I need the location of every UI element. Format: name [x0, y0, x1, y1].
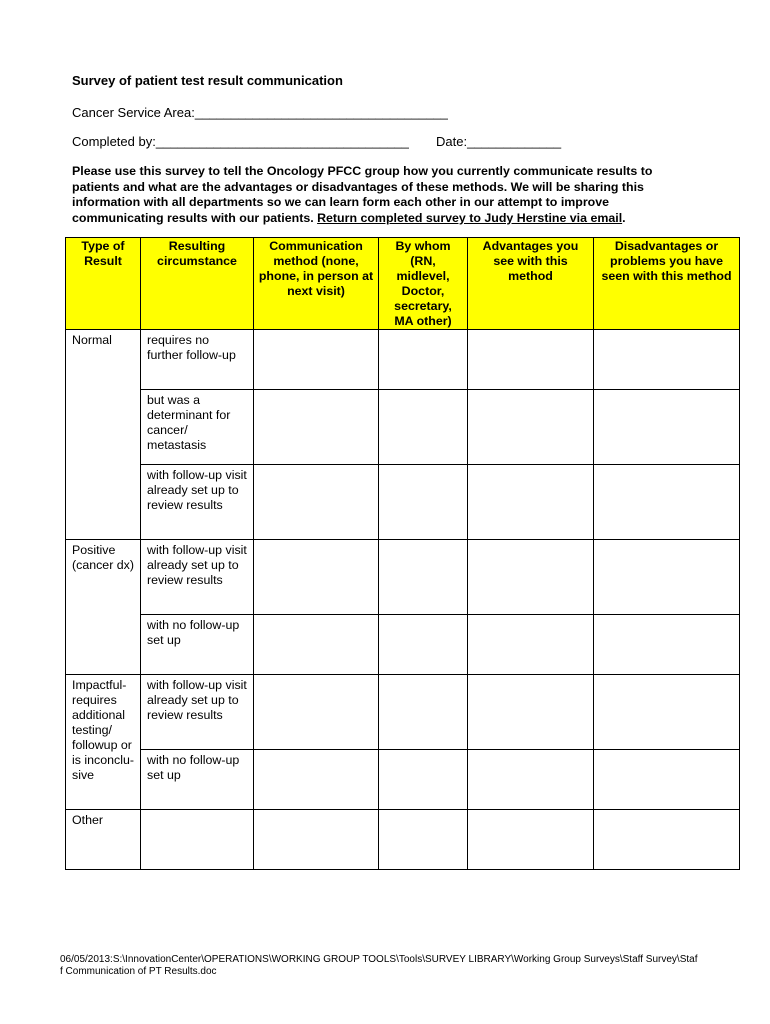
cancer-service-area-field[interactable]	[72, 105, 448, 120]
disadvantages-input-cell[interactable]	[594, 465, 740, 540]
circumstance-cell: with follow-up visit already set up to review results	[141, 540, 254, 615]
header-disadvantages: Disadvantages or problems you have seen with this method	[594, 238, 740, 330]
disadvantages-input-cell[interactable]	[594, 615, 740, 675]
advantages-input-cell[interactable]	[468, 540, 594, 615]
disadvantages-input-cell[interactable]	[594, 675, 740, 750]
circumstance-input-cell[interactable]	[141, 810, 254, 870]
by-whom-input-cell[interactable]	[379, 675, 468, 750]
by-whom-input-cell[interactable]	[379, 330, 468, 390]
by-whom-input-cell[interactable]	[379, 615, 468, 675]
header-row	[66, 238, 740, 330]
disadvantages-input-cell[interactable]	[594, 810, 740, 870]
circumstance-cell: requires no further follow-up	[141, 330, 254, 390]
table-row	[66, 810, 740, 870]
file-path-footer: 06/05/2013:S:\InnovationCenter\OPERATIONS\WORKING GROUP TOOLS\Tools\SURVEY LIBRARY\Working Group Surveys\Staff Survey\Staff Communication of PT Results.doc	[60, 954, 698, 977]
communication-method-input-cell[interactable]	[254, 465, 379, 540]
header-advantages: Advantages you see with this method	[468, 238, 594, 330]
advantages-input-cell[interactable]	[468, 750, 594, 810]
by-whom-input-cell[interactable]	[379, 540, 468, 615]
by-whom-input-cell[interactable]	[379, 750, 468, 810]
disadvantages-input-cell[interactable]	[594, 390, 740, 465]
disadvantages-input-cell[interactable]	[594, 330, 740, 390]
table-row	[66, 675, 740, 750]
by-whom-input-cell[interactable]	[379, 810, 468, 870]
communication-method-input-cell[interactable]	[254, 540, 379, 615]
table-row	[66, 465, 740, 540]
table-row	[66, 615, 740, 675]
table-row	[66, 390, 740, 465]
disadvantages-input-cell[interactable]	[594, 540, 740, 615]
advantages-input-cell[interactable]	[468, 390, 594, 465]
communication-method-input-cell[interactable]	[254, 330, 379, 390]
disadvantages-input-cell[interactable]	[594, 750, 740, 810]
header-resulting-circumstance: Resulting circumstance	[141, 238, 254, 330]
table-row	[66, 540, 740, 615]
date-field[interactable]	[436, 134, 561, 149]
type-cell: Impactful- requires additional testing/ followup or is inconclu-sive	[66, 675, 141, 810]
type-cell: Positive (cancer dx)	[66, 540, 141, 675]
by-whom-input-cell[interactable]	[379, 465, 468, 540]
survey-table	[65, 237, 740, 870]
completed-by-blank[interactable]: ___________________________________	[155, 134, 409, 149]
header-by-whom: By whom (RN, midlevel, Doctor, secretary, MA other)	[379, 238, 468, 330]
circumstance-cell: with no follow-up set up	[141, 615, 254, 675]
communication-method-input-cell[interactable]	[254, 615, 379, 675]
date-label: Date:	[436, 134, 468, 149]
instructions-text: Please use this survey to tell the Oncology PFCC group how you currently communicate results to patients and what are the advantages or disadvantages of these methods. We will be sharing this information with all departments so we can learn form each other in our attempt to improve communicating results with our patients.	[72, 164, 653, 225]
cancer-service-area-label: Cancer Service Area:	[72, 105, 195, 120]
communication-method-input-cell[interactable]	[254, 750, 379, 810]
communication-method-input-cell[interactable]	[254, 810, 379, 870]
type-cell: Other	[66, 810, 141, 870]
communication-method-input-cell[interactable]	[254, 390, 379, 465]
circumstance-cell: with follow-up visit already set up to review results	[141, 675, 254, 750]
completed-by-field[interactable]	[72, 134, 409, 149]
circumstance-cell: with no follow-up set up	[141, 750, 254, 810]
type-cell: Normal	[66, 330, 141, 540]
completed-by-label: Completed by:	[72, 134, 156, 149]
advantages-input-cell[interactable]	[468, 675, 594, 750]
instructions-end: .	[622, 210, 626, 225]
table-row	[66, 750, 740, 810]
communication-method-input-cell[interactable]	[254, 675, 379, 750]
table-row	[66, 330, 740, 390]
cancer-service-area-blank[interactable]: ___________________________________	[194, 105, 448, 120]
advantages-input-cell[interactable]	[468, 810, 594, 870]
header-communication-method: Communication method (none, phone, in person at next visit)	[254, 238, 379, 330]
by-whom-input-cell[interactable]	[379, 390, 468, 465]
page-title: Survey of patient test result communication	[72, 73, 343, 88]
advantages-input-cell[interactable]	[468, 465, 594, 540]
date-blank[interactable]: _____________	[467, 134, 562, 149]
circumstance-cell: with follow-up visit already set up to review results	[141, 465, 254, 540]
advantages-input-cell[interactable]	[468, 615, 594, 675]
advantages-input-cell[interactable]	[468, 330, 594, 390]
instructions-paragraph	[72, 164, 692, 226]
header-type-of-result: Type of Result	[66, 238, 141, 330]
circumstance-cell: but was a determinant for cancer/ metastasis	[141, 390, 254, 465]
return-survey-instruction: Return completed survey to Judy Herstine via email	[317, 210, 623, 225]
